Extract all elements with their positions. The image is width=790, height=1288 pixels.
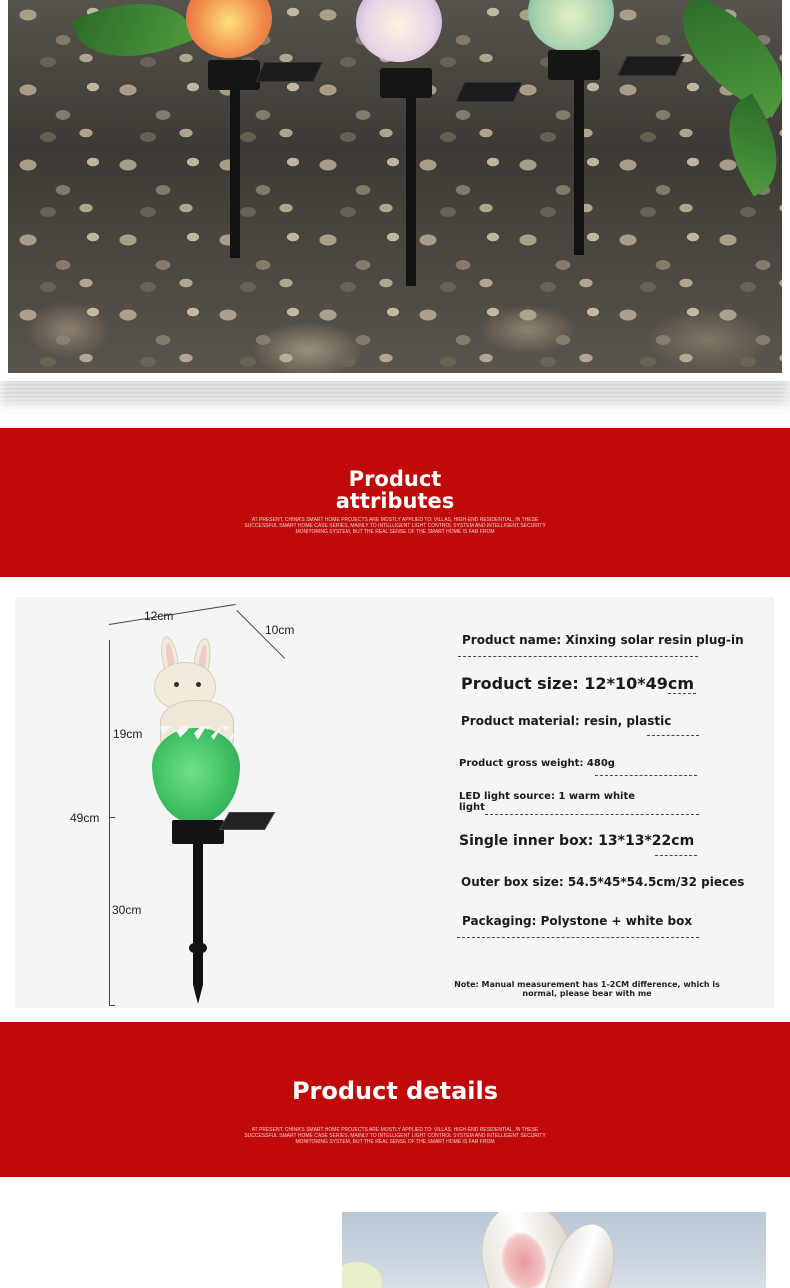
banner-subtitle: AT PRESENT, CHINA'S SMART HOME PROJECTS ARE MOSTLY APPLIED TO: VILLAS, HIGH-END RESIDENTIAL, IN THESE SUCCESSFUL SMART HOME CASE SERIES, MAINLY TO INTELLIGENT LIGHT CONTROL SYSTEM AND INTELLIGENT SECURITY MONITORING SYSTEM, BUT THE REAL SENSE OF THE SMART HOME IS FAR FROM — [244, 517, 546, 535]
attr-outer-box: Outer box size: 54.5*45*54.5cm/32 pieces — [461, 875, 745, 889]
banner-title-line1: Product — [348, 467, 442, 491]
attr-product-size: Product size: 12*10*49cm — [461, 674, 694, 693]
leaf-blur — [342, 1262, 382, 1288]
divider-dashed — [595, 775, 697, 776]
attr-product-material: Product material: resin, plastic — [461, 714, 672, 728]
solar-panel — [455, 82, 522, 102]
height-top-label: 19cm — [113, 727, 143, 741]
banner-subtitle: AT PRESENT, CHINA'S SMART HOME PROJECTS ARE MOSTLY APPLIED TO: VILLAS, HIGH-END RESIDENTIAL, IN THESE SUCCESSFUL SMART HOME CASE SERIES, MAINLY TO INTELLIGENT LIGHT CONTROL SYSTEM AND INTELLIGENT SECURITY MONITORING SYSTEM, BUT THE REAL SENSE OF THE SMART HOME IS FAR FROM — [244, 1127, 546, 1145]
dimension-line — [109, 640, 110, 1006]
stake-base — [548, 50, 600, 80]
depth-label: 10cm — [265, 623, 295, 637]
attr-gross-weight: Product gross weight: 480g — [459, 758, 615, 769]
attr-led-line1: LED light source: 1 warm white — [459, 791, 636, 802]
attributes-banner — [0, 428, 790, 577]
details-product-photo — [342, 1212, 766, 1288]
solar-panel — [255, 62, 322, 82]
rabbit-eye — [196, 682, 201, 687]
divider-dashed — [647, 735, 699, 736]
stake-base — [208, 60, 260, 90]
stake-base — [380, 68, 432, 98]
divider-dashed — [668, 693, 696, 694]
details-banner-title: Product details — [291, 1077, 499, 1105]
divider-shadow — [0, 381, 790, 415]
lamp-housing — [172, 820, 224, 844]
measurement-note: Note: Manual measurement has 1-2CM difference, which is normal, please bear with me — [454, 980, 720, 998]
stake — [406, 96, 416, 286]
stake — [230, 88, 240, 258]
height-total-label: 49cm — [70, 811, 100, 825]
attr-packaging: Packaging: Polystone + white box — [462, 914, 693, 928]
divider-dashed — [458, 656, 698, 657]
attr-product-name: Product name: Xinxing solar resin plug-in — [462, 633, 744, 647]
hero-product-photo — [8, 0, 782, 373]
details-banner — [0, 1022, 790, 1177]
dimension-tick — [109, 1005, 115, 1006]
attr-led-source — [459, 791, 749, 813]
stake — [574, 80, 584, 255]
attributes-banner-title — [0, 468, 790, 512]
banner-title-line2: attributes — [335, 489, 455, 513]
attr-inner-box: Single inner box: 13*13*22cm — [459, 833, 695, 849]
solar-panel — [617, 56, 684, 76]
divider-dashed — [655, 855, 697, 856]
divider-dashed — [485, 814, 699, 815]
ground-stake — [193, 844, 203, 1004]
stake-joint — [189, 942, 207, 954]
dimension-tick — [109, 817, 115, 818]
attr-led-line2: light — [459, 802, 485, 813]
rabbit-eye — [174, 682, 179, 687]
divider-dashed — [457, 937, 699, 938]
height-stake-label: 30cm — [112, 903, 142, 917]
width-label: 12cm — [144, 609, 174, 623]
